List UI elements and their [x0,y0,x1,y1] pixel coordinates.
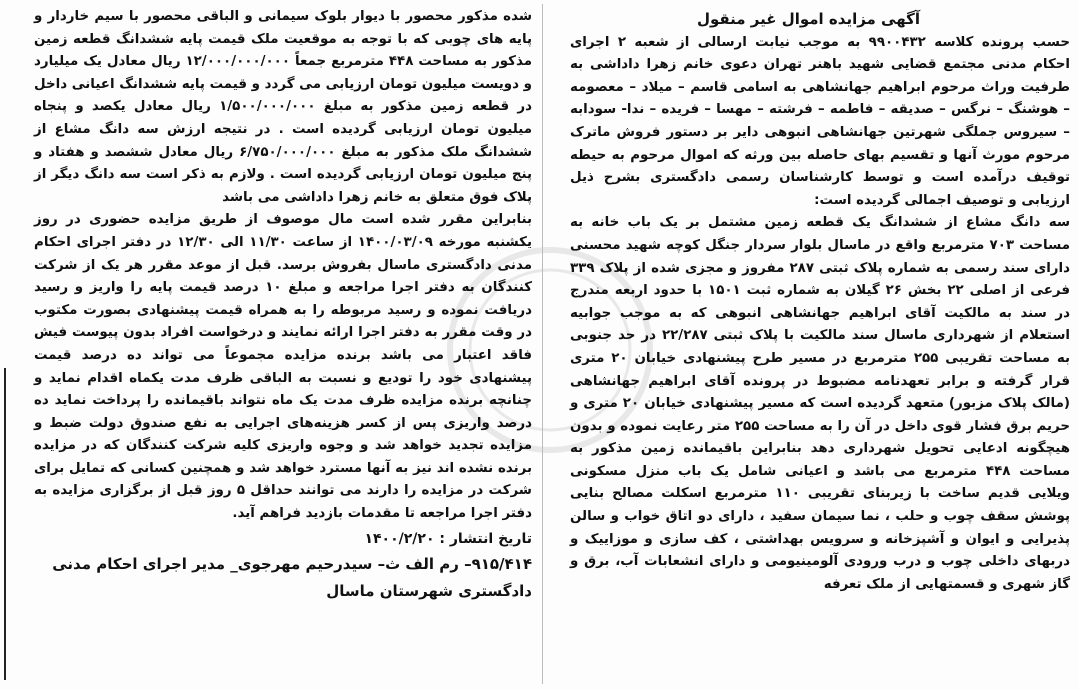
signature-line-1: ۹۱۵/۴۱۴– رم الف ث– سیدرحیم مهرجوی_ مدیر اجرای احکام مدنی [52,555,532,574]
auction-terms-paragraph: بنابراین مقرر شده است مال موصوف از طریق مزایده حضوری در روز یکشنبه مورخه ۱۴۰۰/۰۳/۰۹ از ساعت ۱۱/۳۰ الی ۱۲/۳۰ در دفتر اجرای احکام مدنی دادگستری ماسال بفروش برسد. قبل از موعد مقرر هر یک از شرکت کنندگان به دفتر اجرا مراجعه و مبلغ ۱۰ درصد قیمت پایه را واریز و رسید دریافت نموده و رسید مربوطه را به همراه قیمت پیشنهادی بصورت مکتوب در وقت مقرر به دفتر اجرا ارائه نمایند و درخواست افراد بدون پیوست فیش فاقد اعتبار می باشد برنده مزایده مجموعاً می تواند ده درصد قیمت پیشنهادی خود را تودیع و نسبت به الباقی ظرف مدت یکماه اقدام نماید و چنانچه برنده مزایده ظرف مدت یک ماه نتواند باقیمانده را پرداخت نماید ده درصد واریزی پس از کسر هزینه‌های اجرایی به نفع صندوق دولت ضبط و مزایده تجدید خواهد شد و وجوه واریزی کلیه شرکت کنندگان که در مزایده برنده نشده اند نیز به آنها مسترد خواهد شد و همچنین کسانی که تمایل برای شرکت در مزایده را دارند می توانند حداقل ۵ روز قبل از برگزاری مزایده به دفتر اجرا مراجعه تا مقدمات بازدید فراهم آید. [34,212,532,522]
intro-paragraph: حسب پرونده کلاسه ۹۹۰۰۴۳۲ به موجب نیابت ارسالی از شعبه ۲ اجرای احکام مدنی مجتمع قضایی شهید باهنر تهران دعوی خانم زهرا داداشی به طرفیت وراث مرحوم ابراهیم جهانشاهی به اسامی قاسم – میلاد – معصومه – هوشنگ – نرگس – صدیقه – فاطمه – فرشته – مهسا – فریده – ندا- سودابه – سیروس جملگی شهرتین جهانشاهی انبوهی دایر بر دستور فروش ماترک مرحوم مورث آنها و تقسیم بهای حاصله بین ورثه که اموال مرحوم به حیطه توقیف درآمده است و توسط کارشناسان رسمی دادگستری بشرح ذیل ارزیابی و توصیف اجمالی گردیده است: [570,34,1071,208]
publish-date: تاریخ انتشار : ۱۴۰۰/۲/۲۰ [364,530,532,547]
column-divider [542,4,543,684]
right-column [570,6,1070,596]
left-border-rule [4,368,6,680]
signature-line-2: دادگستری شهرستان ماسال [326,582,532,601]
left-column [34,6,532,604]
notice-title: آگهی مزایده اموال غیر منقول [696,10,920,28]
valuation-paragraph: شده مذکور محصور با دیوار بلوک سیمانی و الباقی محصور با سیم خاردار و پایه های چوبی که با توجه به موقعیت ملک قیمت پایه ششدانگ قطعه زمین مذکور به مساحت ۴۴۸ مترمربع جمعاً ۱۲/۰۰۰/۰۰۰/۰۰۰ ریال معادل یک میلیارد و دویست میلیون تومان ارزیابی می گردد و قیمت پایه ششدانگ اعیانی داخل در قطعه زمین مذکور به مبلغ ۱/۵۰۰/۰۰۰/۰۰۰ ریال معادل یکصد و پنجاه میلیون تومان ارزیابی گردیده است . در نتیجه ارزش سه دانگ مشاع از ششدانگ ملک مذکور به مبلغ ۶/۷۵۰/۰۰۰/۰۰۰ ریال معادل ششصد و هفتاد و پنج میلیون تومان ارزیابی گردیده است . ولازم به ذکر است سه دانگ دیگر از پلاک فوق متعلق به خانم زهرا داداشی می باشد [34,9,532,205]
property-description-paragraph: سه دانگ مشاع از ششدانگ یک قطعه زمین مشتمل بر یک باب خانه به مساحت ۷۰۳ مترمربع واقع در ماسال بلوار سردار جنگل کوچه شهید محسنی دارای سند رسمی به شماره پلاک ثبتی ۲۸۷ مفروز و مجزی شده از پلاک ۳۳۹ فرعی از اصلی ۲۲ بخش ۲۶ گیلان به شماره ثبت ۱۵۰۱ با حدود اربعه مندرج در سند به مالکیت آقای ابراهیم جهانشاهی انبوهی که به موجب جوابیه استعلام از شهرداری ماسال سند مالکیت با پلاک ثبتی ۲۲/۲۸۷ در حد جنوبی به مساحت تقریبی ۲۵۵ مترمربع در مسیر طرح پیشنهادی خیابان ۲۰ متری قرار گرفته و برابر تعهدنامه مضبوط در پرونده آقای ابراهیم جهانشاهی (مالک پلاک مزبور) متعهد گردیده است که مسیر پیشنهادی خیابان ۲۰ متری و حریم برق فشار قوی داخل در آن را به مساحت ۲۵۵ متر رعایت نموده و بدون هیچگونه ادعایی تحویل شهرداری دهد بنابراین باقیمانده زمین مذکور به مساحت ۴۴۸ مترمربع می باشد و اعیانی شامل یک باب منزل مسکونی ویلایی قدیم ساخت با زیربنای تقریبی ۱۱۰ مترمربع اسکلت مصالح بنایی پوشش سقف چوب و حلب ، نما سیمان سفید ، دارای دو اتاق خواب و سالن پذیرایی و ایوان و آشپزخانه و سرویس بهداشتی ، کف سازی و موزاییک و دربهای داخلی چوب و درب ورودی آلومینیومی و دارای انشعابات آب، برق و گاز شهری و قسمتهایی از ملک تعرفه [570,215,1071,592]
